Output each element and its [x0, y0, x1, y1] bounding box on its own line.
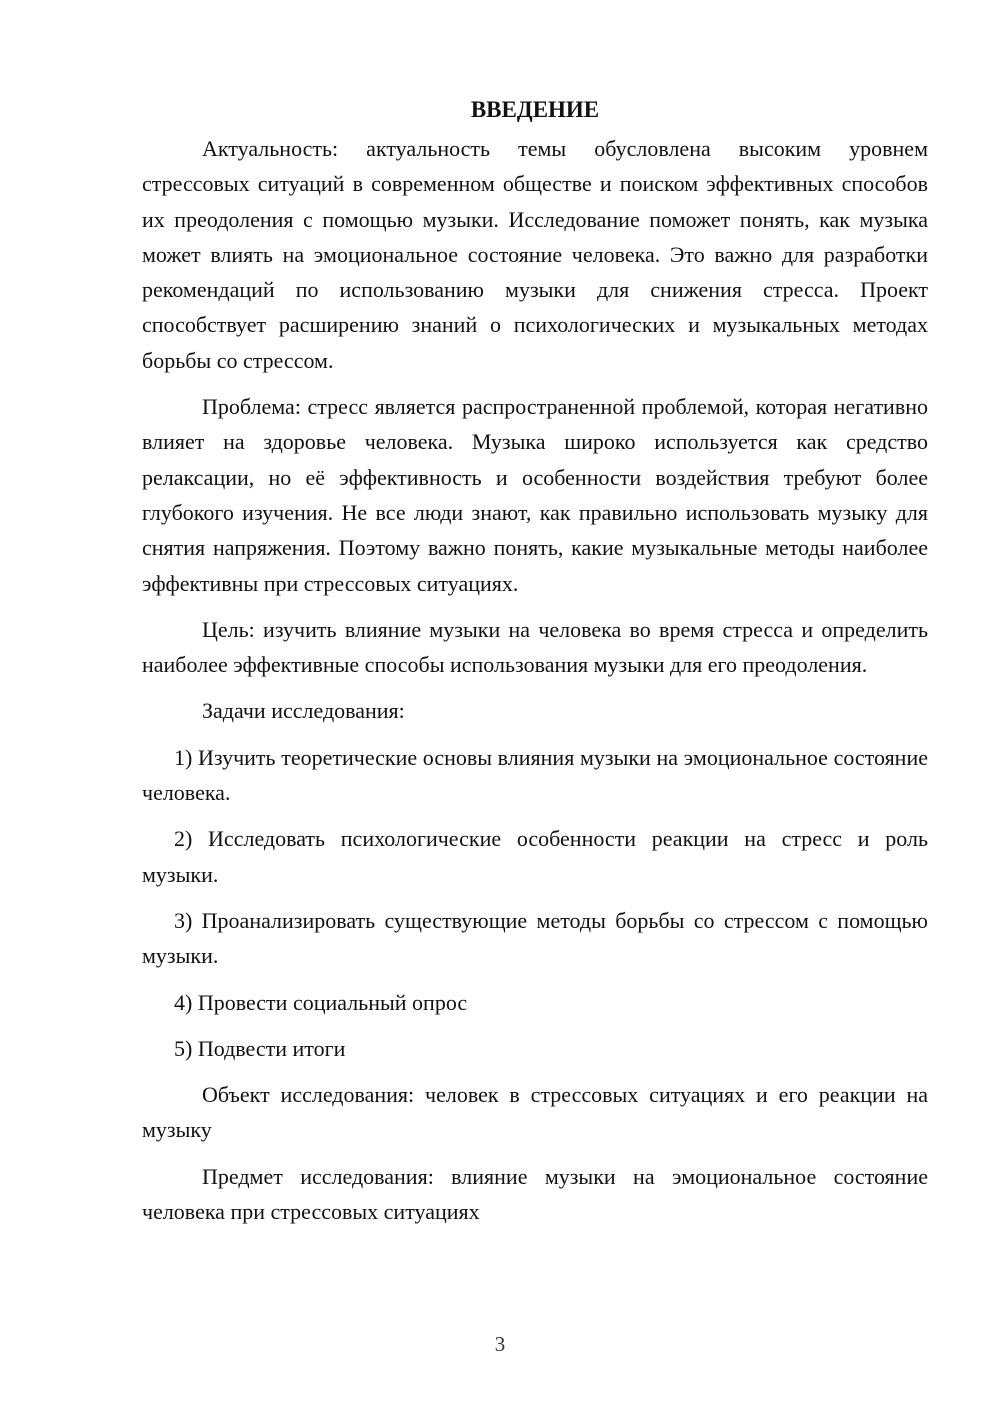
paragraph-goal: Цель: изучить влияние музыки на человека во время стресса и определить наиболее эффективные способы использования музыки для его преодоления. — [142, 616, 928, 678]
document-page — [142, 92, 928, 1240]
page-number: 3 — [494, 1332, 506, 1356]
task-item-3: 3) Проанализировать существующие методы борьбы со стрессом с помощью музыки. — [142, 907, 928, 969]
paragraph-subject: Предмет исследования: влияние музыки на эмоциональное состояние человека при стрессовых ситуациях — [142, 1163, 928, 1225]
task-item-2: 2) Исследовать психологические особенности реакции на стресс и роль музыки. — [142, 826, 928, 887]
section-title: ВВЕДЕНИЕ — [470, 97, 600, 122]
task-item-1: 1) Изучить теоретические основы влияния музыки на эмоциональное состояние человека. — [142, 744, 928, 806]
paragraph-problem: Проблема: стресс является распространенной проблемой, которая негативно влияет на здоровье человека. Музыка широко используется как средство релаксации, но её эффективность и особенности воздействия требуют более глубокого изучения. Не все люди знают, как правильно использовать музыку для снятия напряжения. Поэтому важно понять, какие музыкальные методы наиболее эффективны при стрессовых ситуациях. — [142, 394, 928, 596]
paragraph-object: Объект исследования: человек в стрессовых ситуациях и его реакции на музыку — [142, 1082, 928, 1143]
tasks-heading: Задачи исследования: — [202, 698, 405, 724]
paragraph-relevance: Актуальность: актуальность темы обусловлена высоким уровнем стрессовых ситуаций в современном обществе и поиском эффективных способов их преодоления с помощью музыки. Исследование поможет понять, как музыка может влиять на эмоциональное состояние человека. Это важно для разработки рекомендаций по использованию музыки для снижения стресса. Проект способствует расширению знаний о психологических и музыкальных методах борьбы со стрессом. — [142, 136, 928, 373]
task-item-4: 4) Провести социальный опрос — [174, 989, 468, 1015]
task-item-5: 5) Подвести итоги — [174, 1035, 346, 1061]
